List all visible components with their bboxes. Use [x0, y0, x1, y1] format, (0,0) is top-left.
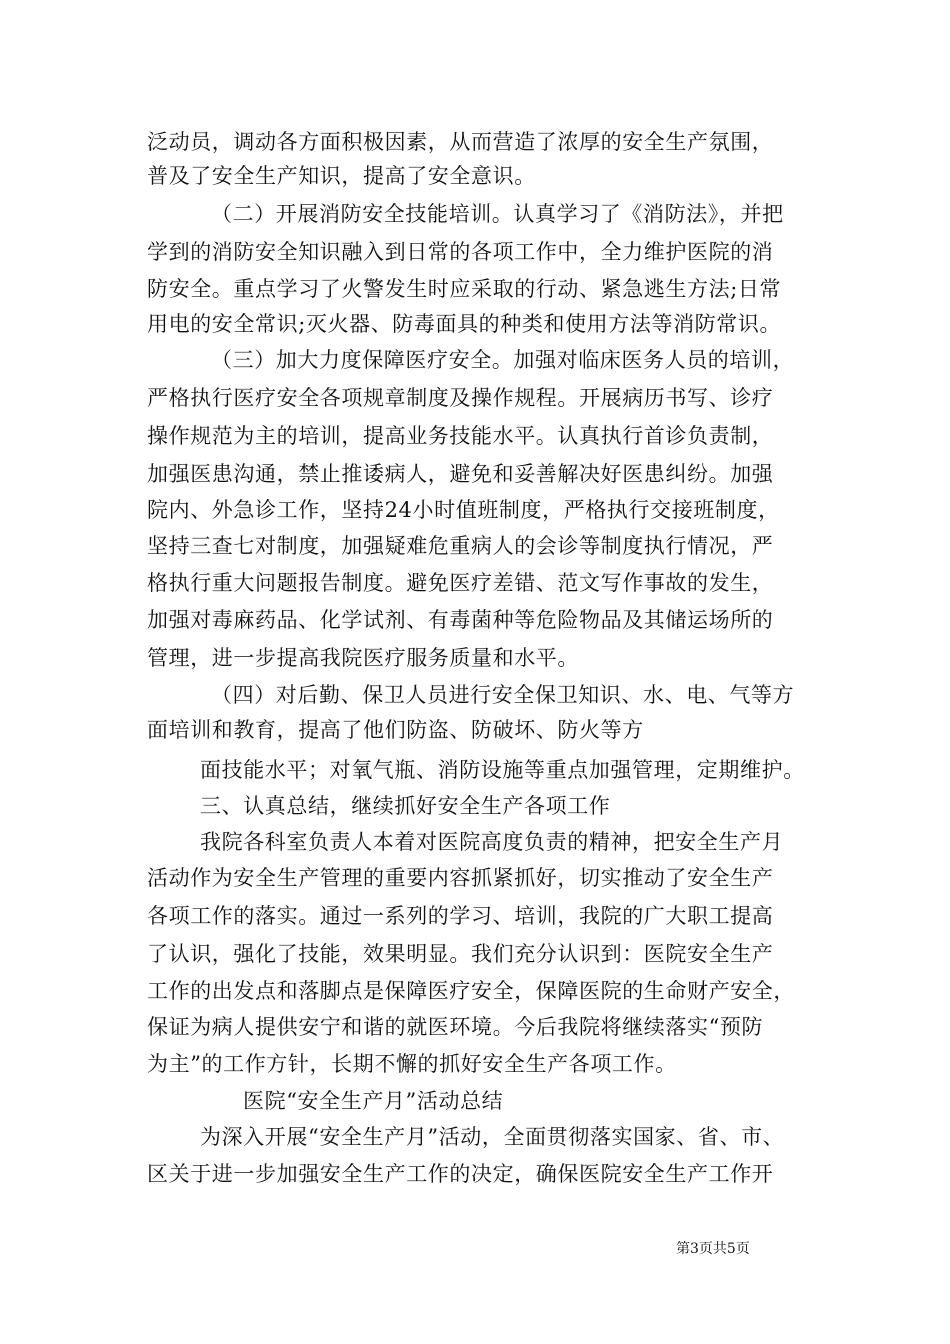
text-line: 加强对毒麻药品、化学试剂、有毒菌种等危险物品及其储运场所的: [147, 608, 774, 632]
text-line: 为深入开展“安全生产月”活动，全面贯彻落实国家、省、市、: [200, 1125, 785, 1149]
text-line: 区关于进一步加强安全生产工作的决定，确保医院安全生产工作开: [147, 1162, 774, 1186]
text-line: 操作规范为主的培训，提高业务技能水平。认真执行首诊负责制，: [147, 424, 774, 448]
text-line: 普及了安全生产知识，提高了安全意识。: [147, 164, 536, 188]
text-line: 面技能水平；对氧气瓶、消防设施等重点加强管理，定期维护。: [200, 758, 805, 782]
text-line: 了认识，强化了技能，效果明显。我们充分认识到：医院安全生产: [147, 942, 774, 966]
text-line: 为主”的工作方针，长期不懈的抓好安全生产各项工作。: [147, 1052, 677, 1076]
text-line: 泛动员，调动各方面积极因素，从而营造了浓厚的安全生产氛围，: [147, 130, 774, 154]
text-line: 坚持三查七对制度，加强疑难危重病人的会诊等制度执行情况，严: [147, 534, 774, 558]
document-title: 医院“安全生产月”活动总结: [243, 1089, 504, 1113]
text-line: 工作的出发点和落脚点是保障医疗安全，保障医院的生命财产安全，: [147, 979, 795, 1003]
text-line: （二）开展消防安全技能培训。认真学习了《消防法》，并把: [211, 202, 784, 226]
text-line: 加强医患沟通，禁止推诿病人，避免和妥善解决好医患纠纷。加强: [147, 462, 774, 486]
text-line: 用电的安全常识;灭火器、防毒面具的种类和使用方法等消防常识。: [147, 312, 782, 336]
text-line: 我院各科室负责人本着对医院高度负责的精神，把安全生产月: [200, 830, 784, 854]
text-line: 活动作为安全生产管理的重要内容抓紧抓好，切实推动了安全生产: [147, 866, 774, 890]
text-line: （三）加大力度保障医疗安全。加强对临床医务人员的培训，: [211, 348, 795, 372]
text-line: 各项工作的落实。通过一系列的学习、培训，我院的广大职工提高: [147, 904, 774, 928]
text-line: 面培训和教育，提高了他们防盗、防破坏、防火等方: [147, 718, 644, 742]
text-line: 管理，进一步提高我院医疗服务质量和水平。: [147, 646, 579, 670]
text-line: 格执行重大问题报告制度。避免医疗差错、范文写作事故的发生，: [147, 571, 774, 595]
text-line: 院内、外急诊工作，坚持24小时值班制度，严格执行交接班制度，: [147, 498, 780, 522]
text-line: 学到的消防安全知识融入到日常的各项工作中，全力维护医院的消: [147, 240, 774, 264]
page-number-footer: 第3页共5页: [676, 1241, 750, 1257]
section-heading: 三、认真总结，继续抓好安全生产各项工作: [200, 794, 611, 818]
text-line: 严格执行医疗安全各项规章制度及操作规程。开展病历书写、诊疗: [147, 386, 774, 410]
text-line: 保证为病人提供安宁和谐的就医环境。今后我院将继续落实“预防: [147, 1015, 764, 1039]
text-line: 防安全。重点学习了火警发生时应采取的行动、紧急逃生方法;日常: [147, 277, 782, 301]
text-line: （四）对后勤、保卫人员进行安全保卫知识、水、电、气等方: [211, 683, 795, 707]
